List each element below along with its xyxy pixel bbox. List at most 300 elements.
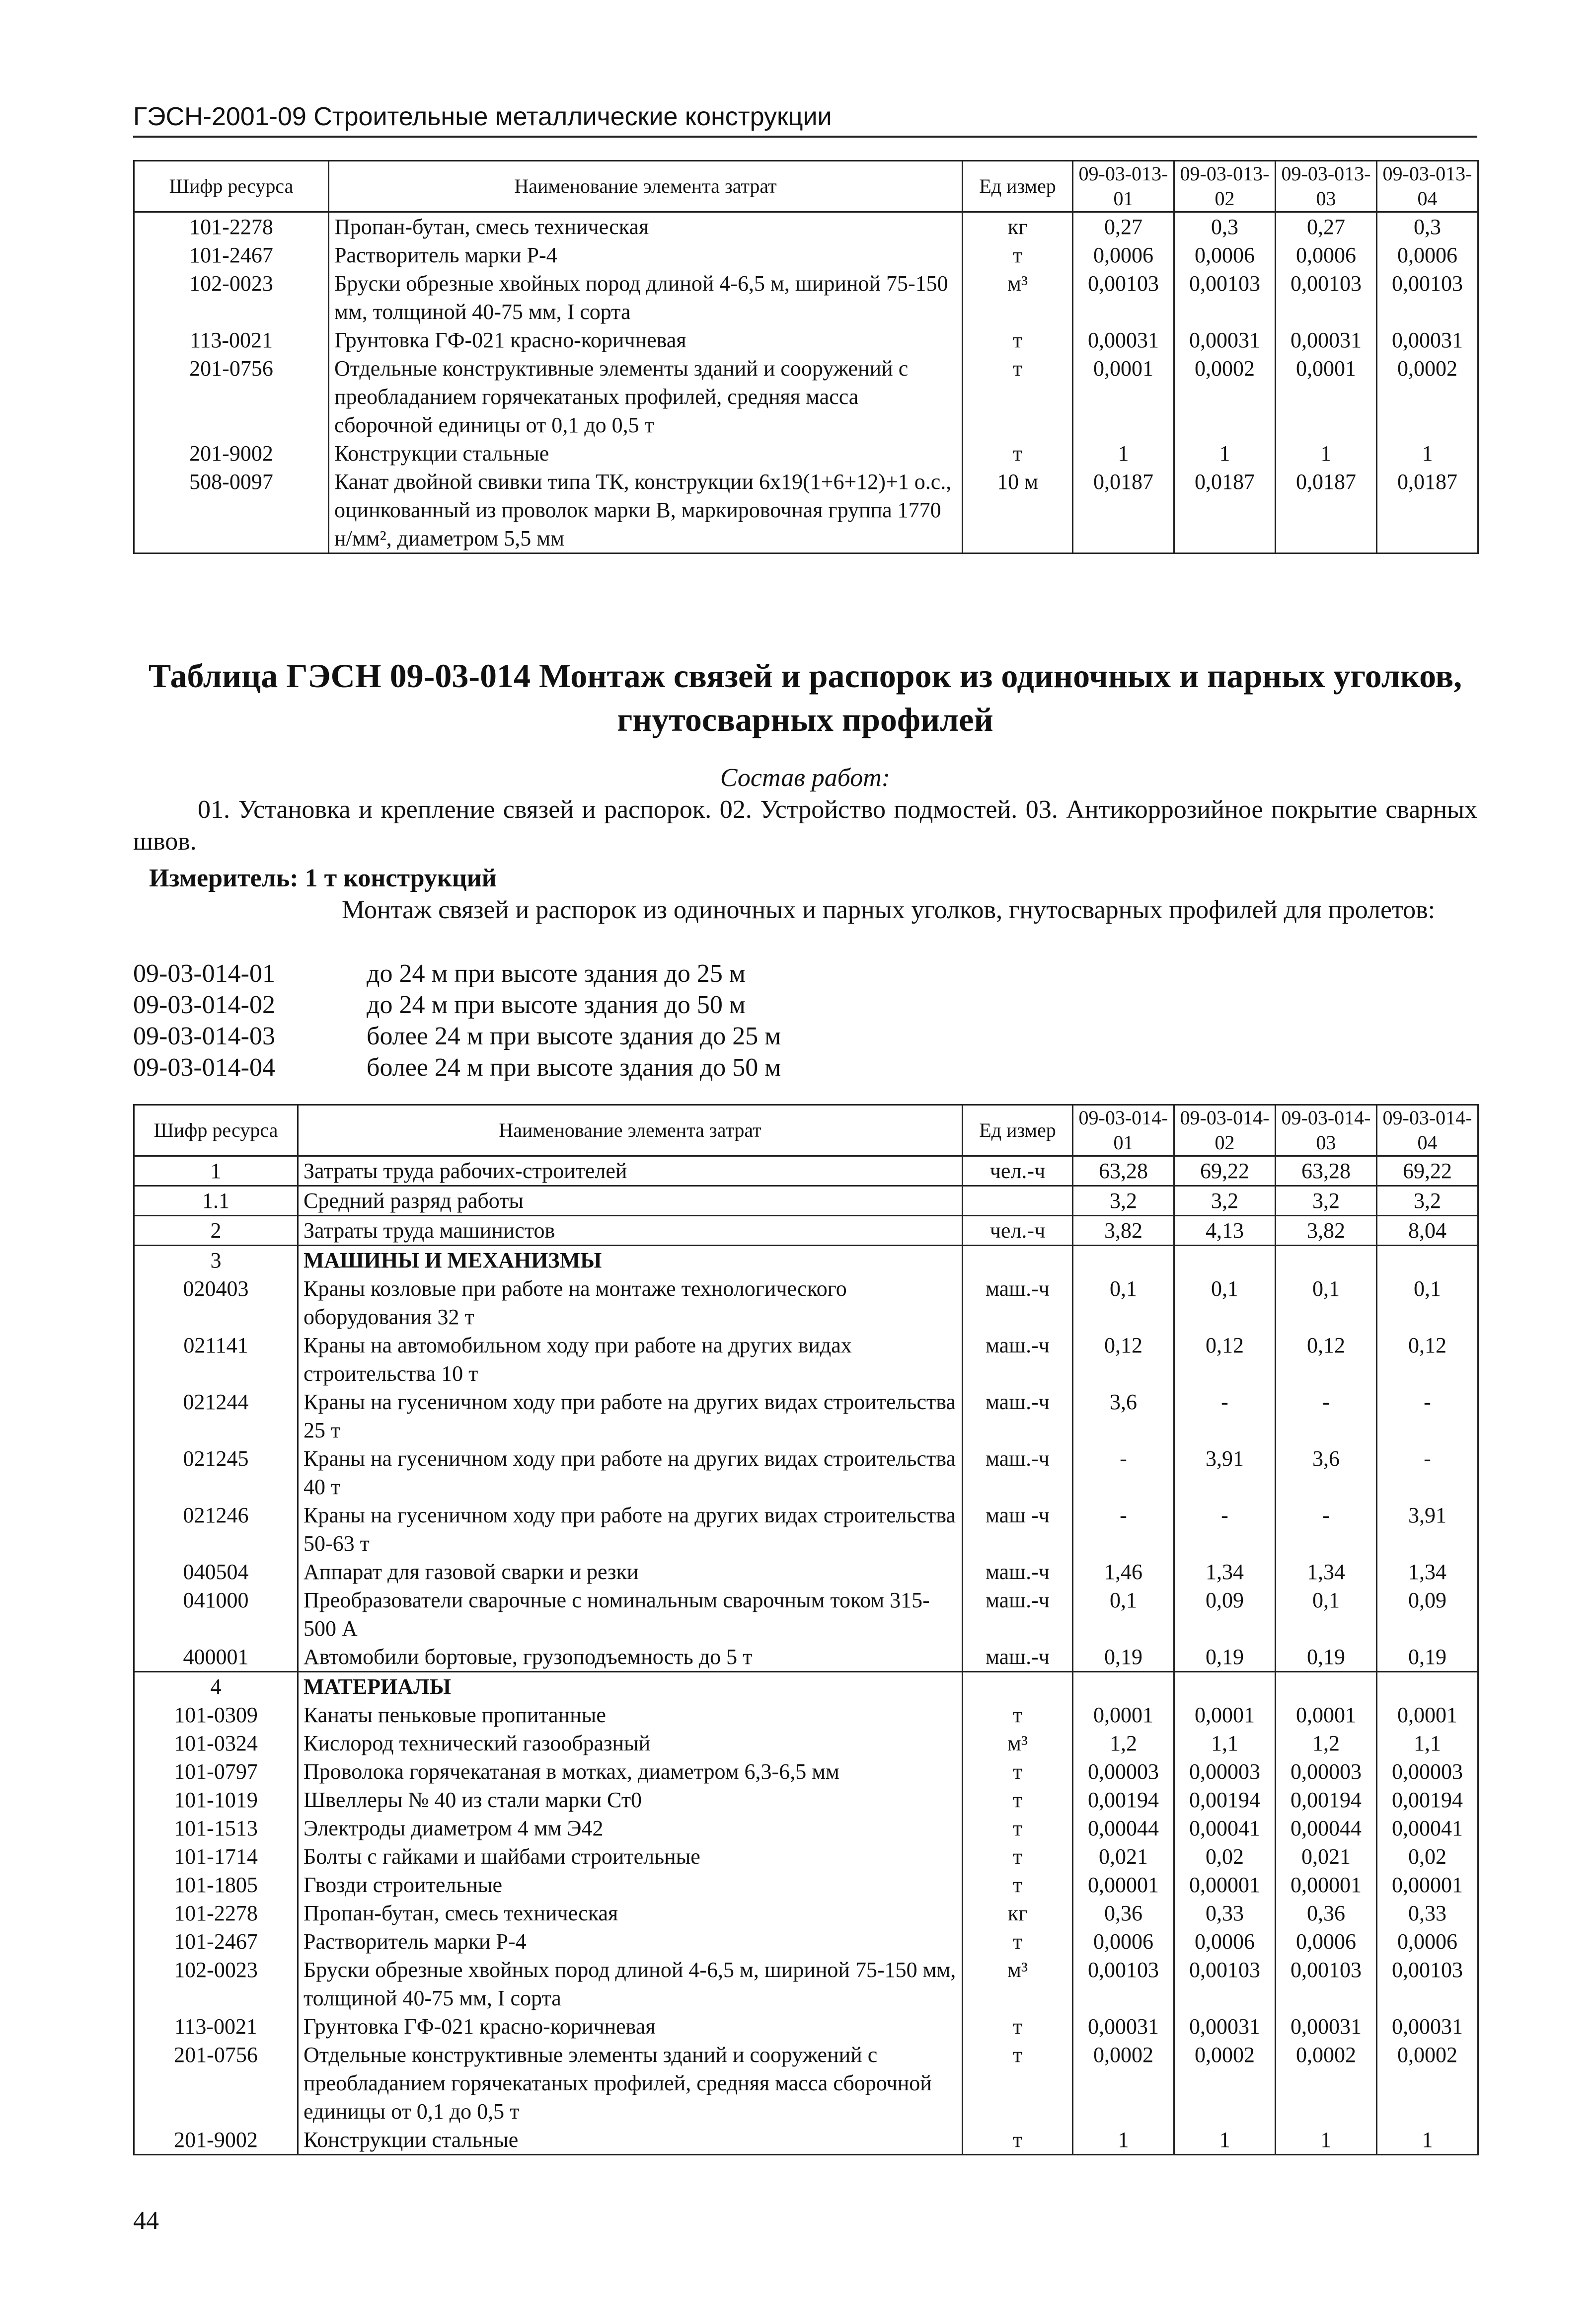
variant-value: 0,00001 xyxy=(1276,1871,1377,1899)
variant-item xyxy=(133,1021,781,1052)
cost-element-name: Аппарат для газовой сварки и резки xyxy=(298,1558,963,1586)
unit-of-measure: чел.-ч xyxy=(963,1156,1073,1186)
table-header-row xyxy=(134,161,1478,212)
page-number: 44 xyxy=(133,2207,159,2235)
resource-code: 101-1805 xyxy=(134,1871,298,1899)
variant-value: 4,13 xyxy=(1174,1216,1276,1246)
cost-element-name: Болты с гайками и шайбами строительные xyxy=(298,1842,963,1871)
variant-value: 0,00031 xyxy=(1174,326,1276,354)
variant-value: 1,1 xyxy=(1174,1729,1276,1757)
resource-code: 201-0756 xyxy=(134,2041,298,2126)
variant-value: 8,04 xyxy=(1377,1216,1478,1246)
cost-element-name: Грунтовка ГФ-021 красно-коричневая xyxy=(329,326,963,354)
variant-value: 1,34 xyxy=(1276,1558,1377,1586)
variant-value: 0,00044 xyxy=(1073,1814,1174,1842)
unit-of-measure: маш.-ч xyxy=(963,1331,1073,1388)
unit-of-measure: маш.-ч xyxy=(963,1586,1073,1643)
variant-value: 0,00001 xyxy=(1073,1871,1174,1899)
variant-item xyxy=(133,958,781,989)
unit-of-measure: м³ xyxy=(963,1956,1073,2012)
variant-value: 0,00044 xyxy=(1276,1814,1377,1842)
resource-code: 041000 xyxy=(134,1586,298,1643)
variant-value: 0,3 xyxy=(1377,212,1478,241)
resource-code: 201-9002 xyxy=(134,439,329,468)
unit-of-measure xyxy=(963,1186,1073,1216)
table-row xyxy=(134,468,1478,554)
variant-value: 0,19 xyxy=(1174,1643,1276,1672)
table-row xyxy=(134,1786,1478,1814)
cost-element-name: Электроды диаметром 4 мм Э42 xyxy=(298,1814,963,1842)
col-head-code: Шифр ресурса xyxy=(134,1105,298,1156)
table-header-row xyxy=(134,1105,1478,1156)
table-row xyxy=(134,1586,1478,1643)
variant-value: 0,0006 xyxy=(1174,241,1276,269)
variant-value: 0,27 xyxy=(1276,212,1377,241)
cost-element-name: Краны на гусеничном ходу при работе на других видах строительства 50-63 т xyxy=(298,1501,963,1558)
cost-element-name: Отдельные конструктивные элементы зданий и сооружений с преобладанием горячекатаных профилей, средняя масса сборочной единицы от 0,1 до 0,5 т xyxy=(329,354,963,439)
variant-value: 0,0187 xyxy=(1276,468,1377,554)
variant-value: 0,00003 xyxy=(1174,1757,1276,1786)
resource-code: 101-2278 xyxy=(134,1899,298,1927)
cost-element-name: Канат двойной свивки типа ТК, конструкции 6х19(1+6+12)+1 о.с., оцинкованный из проволок марки В, маркировочная группа 1770 н/мм², диаметром 5,5 мм xyxy=(329,468,963,554)
variant-value: 0,00001 xyxy=(1174,1871,1276,1899)
cost-element-name: Пропан-бутан, смесь техническая xyxy=(329,212,963,241)
table-row xyxy=(134,1757,1478,1786)
variant-value: 1,46 xyxy=(1073,1558,1174,1586)
variant-value: 0,33 xyxy=(1377,1899,1478,1927)
variant-value: 1 xyxy=(1174,439,1276,468)
table-row xyxy=(134,1156,1478,1186)
col-head-name: Наименование элемента затрат xyxy=(298,1105,963,1156)
variant-value: 0,00103 xyxy=(1174,269,1276,326)
cost-element-name: Пропан-бутан, смесь техническая xyxy=(298,1899,963,1927)
variant-value: 69,22 xyxy=(1174,1156,1276,1186)
resource-code: 101-1019 xyxy=(134,1786,298,1814)
unit-of-measure xyxy=(963,1246,1073,1275)
cost-element-name: Растворитель марки Р-4 xyxy=(329,241,963,269)
table-row xyxy=(134,2012,1478,2041)
resource-code: 101-2467 xyxy=(134,241,329,269)
col-head-variant: 09-03-014-01 xyxy=(1073,1105,1174,1156)
variant-value xyxy=(1174,1246,1276,1275)
variant-value: 69,22 xyxy=(1377,1156,1478,1186)
resource-code: 400001 xyxy=(134,1643,298,1672)
variant-value: 0,0001 xyxy=(1174,1701,1276,1729)
cost-element-name: Бруски обрезные хвойных пород длиной 4-6,5 м, шириной 75-150 мм, толщиной 40-75 мм, I сорта xyxy=(329,269,963,326)
variant-value: 0,1 xyxy=(1073,1586,1174,1643)
resource-code: 201-0756 xyxy=(134,354,329,439)
variant-value: - xyxy=(1073,1501,1174,1558)
variant-value: 0,19 xyxy=(1276,1643,1377,1672)
variant-value: - xyxy=(1073,1444,1174,1501)
variant-value: 0,00103 xyxy=(1073,1956,1174,2012)
variant-code: 09-03-014-02 xyxy=(133,991,275,1019)
variant-value: 0,00103 xyxy=(1377,269,1478,326)
variant-value: 0,00103 xyxy=(1377,1956,1478,2012)
variant-value: 3,6 xyxy=(1073,1388,1174,1444)
resource-code: 040504 xyxy=(134,1558,298,1586)
unit-of-measure: маш.-ч xyxy=(963,1274,1073,1331)
variant-value: 0,00031 xyxy=(1174,2012,1276,2041)
table-row xyxy=(134,2126,1478,2155)
resource-code: 3 xyxy=(134,1246,298,1275)
variant-value: 0,0006 xyxy=(1073,241,1174,269)
variant-value: 0,19 xyxy=(1377,1643,1478,1672)
cost-element-name: Швеллеры № 40 из стали марки Ст0 xyxy=(298,1786,963,1814)
variant-value: 0,02 xyxy=(1377,1842,1478,1871)
resource-table-09-03-014 xyxy=(133,1104,1479,2155)
variant-value: 0,0006 xyxy=(1073,1927,1174,1956)
variant-value: 63,28 xyxy=(1276,1156,1377,1186)
unit-of-measure: т xyxy=(963,1701,1073,1729)
variant-value: 0,12 xyxy=(1073,1331,1174,1388)
cost-element-name: Средний разряд работы xyxy=(298,1186,963,1216)
variant-value: 1 xyxy=(1073,439,1174,468)
unit-of-measure: т xyxy=(963,1927,1073,1956)
variant-text: до 24 м при высоте здания до 25 м xyxy=(367,959,746,988)
table-row xyxy=(134,1871,1478,1899)
variant-value: 0,3 xyxy=(1174,212,1276,241)
variant-value: 0,0002 xyxy=(1174,354,1276,439)
variant-value: 0,00194 xyxy=(1377,1786,1478,1814)
variant-value: 1 xyxy=(1174,2126,1276,2155)
unit-of-measure: т xyxy=(963,326,1073,354)
variant-value: 0,1 xyxy=(1073,1274,1174,1331)
variant-value: 1,2 xyxy=(1276,1729,1377,1757)
variant-value: 0,36 xyxy=(1073,1899,1174,1927)
variant-code: 09-03-014-01 xyxy=(133,959,275,988)
variant-value: 3,82 xyxy=(1276,1216,1377,1246)
variant-value: 0,0006 xyxy=(1276,241,1377,269)
variant-value: 0,0006 xyxy=(1276,1927,1377,1956)
unit-of-measure: т xyxy=(963,439,1073,468)
variant-value: 3,2 xyxy=(1174,1186,1276,1216)
cost-element-name: МАТЕРИАЛЫ xyxy=(298,1672,963,1701)
variant-value: 3,82 xyxy=(1073,1216,1174,1246)
table-row xyxy=(134,1814,1478,1842)
variant-value: 0,0006 xyxy=(1377,241,1478,269)
resource-code: 021246 xyxy=(134,1501,298,1558)
table-row xyxy=(134,1388,1478,1444)
resource-code: 1 xyxy=(134,1156,298,1186)
variant-value: 0,00003 xyxy=(1073,1757,1174,1786)
col-head-variant: 09-03-014-02 xyxy=(1174,1105,1276,1156)
unit-of-measure: м³ xyxy=(963,1729,1073,1757)
unit-of-measure: маш -ч xyxy=(963,1501,1073,1558)
variant-value: 63,28 xyxy=(1073,1156,1174,1186)
variant-value: 0,00103 xyxy=(1276,1956,1377,2012)
variant-value: 0,0001 xyxy=(1377,1701,1478,1729)
unit-of-measure: т xyxy=(963,2012,1073,2041)
variant-value: 1 xyxy=(1377,2126,1478,2155)
variant-value: 0,021 xyxy=(1276,1842,1377,1871)
variant-value: 3,2 xyxy=(1276,1186,1377,1216)
variant-value: 0,33 xyxy=(1174,1899,1276,1927)
variant-value: 0,00001 xyxy=(1377,1871,1478,1899)
table-row xyxy=(134,2041,1478,2126)
unit-of-measure: чел.-ч xyxy=(963,1216,1073,1246)
variant-value: 0,36 xyxy=(1276,1899,1377,1927)
col-head-code: Шифр ресурса xyxy=(134,161,329,212)
resource-code: 021244 xyxy=(134,1388,298,1444)
variant-value xyxy=(1073,1672,1174,1701)
table-row xyxy=(134,1842,1478,1871)
variant-value: 0,0002 xyxy=(1073,2041,1174,2126)
variant-value: 0,00041 xyxy=(1174,1814,1276,1842)
table-row xyxy=(134,1701,1478,1729)
variant-value: - xyxy=(1174,1388,1276,1444)
resource-code: 2 xyxy=(134,1216,298,1246)
table-title: Таблица ГЭСН 09-03-014 Монтаж связей и распорок из одиночных и парных уголков, гнутосварных профилей xyxy=(148,657,1462,738)
cost-element-name: Кислород технический газообразный xyxy=(298,1729,963,1757)
cost-element-name: Преобразователи сварочные с номинальным сварочным током 315-500 А xyxy=(298,1586,963,1643)
resource-table-09-03-013 xyxy=(133,160,1479,554)
unit-of-measure: маш.-ч xyxy=(963,1643,1073,1672)
variant-value: 0,00103 xyxy=(1073,269,1174,326)
resource-code: 113-0021 xyxy=(134,2012,298,2041)
col-head-name: Наименование элемента затрат xyxy=(329,161,963,212)
cost-element-name: Гвозди строительные xyxy=(298,1871,963,1899)
variant-value: - xyxy=(1377,1388,1478,1444)
variant-value: 0,0001 xyxy=(1276,354,1377,439)
variant-value: - xyxy=(1276,1501,1377,1558)
variant-value xyxy=(1073,1246,1174,1275)
variant-value: 0,00003 xyxy=(1377,1757,1478,1786)
table-row xyxy=(134,1444,1478,1501)
variant-value: 0,00031 xyxy=(1073,326,1174,354)
variant-value: 0,00194 xyxy=(1174,1786,1276,1814)
variant-value: 3,91 xyxy=(1174,1444,1276,1501)
variant-value: 0,1 xyxy=(1276,1274,1377,1331)
variant-value: 0,09 xyxy=(1174,1586,1276,1643)
resource-code: 020403 xyxy=(134,1274,298,1331)
resource-code: 102-0023 xyxy=(134,1956,298,2012)
cost-element-name: Конструкции стальные xyxy=(329,439,963,468)
variant-value: 0,021 xyxy=(1073,1842,1174,1871)
variant-value: 0,0187 xyxy=(1377,468,1478,554)
variant-value: 0,00103 xyxy=(1174,1956,1276,2012)
cost-element-name: Затраты труда машинистов xyxy=(298,1216,963,1246)
unit-of-measure: т xyxy=(963,241,1073,269)
resource-code: 101-0797 xyxy=(134,1757,298,1786)
unit-of-measure: т xyxy=(963,1757,1073,1786)
variant-list xyxy=(133,958,781,1083)
unit-of-measure: т xyxy=(963,2126,1073,2155)
resource-code: 508-0097 xyxy=(134,468,329,554)
col-head-unit: Ед измер xyxy=(963,161,1073,212)
variant-value xyxy=(1174,1672,1276,1701)
col-head-variant: 09-03-013-04 xyxy=(1377,161,1478,212)
table-row xyxy=(134,1672,1478,1701)
resource-code: 113-0021 xyxy=(134,326,329,354)
variant-value: 0,00003 xyxy=(1276,1757,1377,1786)
table-row xyxy=(134,269,1478,326)
variant-value: 0,00031 xyxy=(1377,326,1478,354)
unit-of-measure: 10 м xyxy=(963,468,1073,554)
resource-code: 4 xyxy=(134,1672,298,1701)
col-head-variant: 09-03-013-01 xyxy=(1073,161,1174,212)
variant-text: более 24 м при высоте здания до 25 м xyxy=(367,1022,781,1050)
unit-of-measure: т xyxy=(963,354,1073,439)
cost-element-name: Бруски обрезные хвойных пород длиной 4-6,5 м, шириной 75-150 мм, толщиной 40-75 мм, I сорта xyxy=(298,1956,963,2012)
variant-value: 0,1 xyxy=(1174,1274,1276,1331)
variant-item xyxy=(133,1052,781,1083)
variant-value: 0,00194 xyxy=(1073,1786,1174,1814)
cost-element-name: Канаты пеньковые пропитанные xyxy=(298,1701,963,1729)
variant-value: 0,0001 xyxy=(1276,1701,1377,1729)
resource-code: 021141 xyxy=(134,1331,298,1388)
unit-of-measure: кг xyxy=(963,212,1073,241)
unit-of-measure: т xyxy=(963,1814,1073,1842)
cost-element-name: Проволока горячекатаная в мотках, диаметром 6,3-6,5 мм xyxy=(298,1757,963,1786)
col-head-variant: 09-03-014-04 xyxy=(1377,1105,1478,1156)
variant-value: 0,00103 xyxy=(1276,269,1377,326)
table-row xyxy=(134,1331,1478,1388)
cost-element-name: Краны на гусеничном ходу при работе на других видах строительства 40 т xyxy=(298,1444,963,1501)
unit-of-measure: маш.-ч xyxy=(963,1558,1073,1586)
unit-of-measure: м³ xyxy=(963,269,1073,326)
variant-value: 0,1 xyxy=(1377,1274,1478,1331)
table-row xyxy=(134,1899,1478,1927)
unit-of-measure: маш.-ч xyxy=(963,1444,1073,1501)
table-row xyxy=(134,241,1478,269)
composition-label: Состав работ: xyxy=(720,764,891,792)
cost-element-name: Отдельные конструктивные элементы зданий и сооружений с преобладанием горячекатаных профилей, средняя масса сборочной единицы от 0,1 до 0,5 т xyxy=(298,2041,963,2126)
table-row xyxy=(134,1558,1478,1586)
variant-value: 0,00031 xyxy=(1276,2012,1377,2041)
work-description: Монтаж связей и распорок из одиночных и парных уголков, гнутосварных профилей для пролетов: xyxy=(342,896,1436,924)
unit-of-measure: т xyxy=(963,2041,1073,2126)
resource-code: 201-9002 xyxy=(134,2126,298,2155)
variant-value: - xyxy=(1174,1501,1276,1558)
variant-value: 3,91 xyxy=(1377,1501,1478,1558)
variant-value: 0,27 xyxy=(1073,212,1174,241)
variant-value: 0,0006 xyxy=(1377,1927,1478,1956)
variant-value: 0,00041 xyxy=(1377,1814,1478,1842)
variant-value xyxy=(1377,1246,1478,1275)
variant-value: 0,12 xyxy=(1377,1331,1478,1388)
cost-element-name: Грунтовка ГФ-021 красно-коричневая xyxy=(298,2012,963,2041)
running-header: ГЭСН-2001-09 Строительные металлические конструкции xyxy=(133,102,1477,138)
variant-value: 0,0187 xyxy=(1174,468,1276,554)
table-row xyxy=(134,439,1478,468)
measure-unit: Измеритель: 1 т конструкций xyxy=(149,864,497,892)
resource-code: 101-0309 xyxy=(134,1701,298,1729)
variant-value: 1 xyxy=(1276,2126,1377,2155)
unit-of-measure: маш.-ч xyxy=(963,1388,1073,1444)
variant-value: 1 xyxy=(1276,439,1377,468)
col-head-unit: Ед измер xyxy=(963,1105,1073,1156)
unit-of-measure xyxy=(963,1672,1073,1701)
variant-value: 0,0002 xyxy=(1276,2041,1377,2126)
resource-code: 101-0324 xyxy=(134,1729,298,1757)
unit-of-measure: т xyxy=(963,1786,1073,1814)
unit-of-measure: кг xyxy=(963,1899,1073,1927)
unit-of-measure: т xyxy=(963,1871,1073,1899)
variant-text: до 24 м при высоте здания до 50 м xyxy=(367,991,746,1019)
cost-element-name: Растворитель марки Р-4 xyxy=(298,1927,963,1956)
variant-value: 1,34 xyxy=(1377,1558,1478,1586)
variant-value: 3,2 xyxy=(1377,1186,1478,1216)
cost-element-name: Краны козловые при работе на монтаже технологического оборудования 32 т xyxy=(298,1274,963,1331)
cost-element-name: Автомобили бортовые, грузоподъемность до 5 т xyxy=(298,1643,963,1672)
variant-value: 1 xyxy=(1073,2126,1174,2155)
variant-value: 0,0002 xyxy=(1377,2041,1478,2126)
variant-value: 0,0002 xyxy=(1174,2041,1276,2126)
variant-value: 0,00031 xyxy=(1377,2012,1478,2041)
variant-value: 0,09 xyxy=(1377,1586,1478,1643)
table-row xyxy=(134,1927,1478,1956)
table-row xyxy=(134,1956,1478,2012)
table-row xyxy=(134,1501,1478,1558)
variant-code: 09-03-014-03 xyxy=(133,1022,275,1050)
variant-value: 0,00031 xyxy=(1276,326,1377,354)
variant-text: более 24 м при высоте здания до 50 м xyxy=(367,1053,781,1082)
variant-value: 0,0001 xyxy=(1073,1701,1174,1729)
variant-value: 1,2 xyxy=(1073,1729,1174,1757)
variant-value: 0,1 xyxy=(1276,1586,1377,1643)
table-row xyxy=(134,1186,1478,1216)
cost-element-name: Затраты труда рабочих-строителей xyxy=(298,1156,963,1186)
variant-value: 0,0006 xyxy=(1174,1927,1276,1956)
variant-item xyxy=(133,989,781,1021)
table-row xyxy=(134,212,1478,241)
variant-value xyxy=(1276,1246,1377,1275)
variant-value: 0,19 xyxy=(1073,1643,1174,1672)
variant-value: 1,1 xyxy=(1377,1729,1478,1757)
cost-element-name: Конструкции стальные xyxy=(298,2126,963,2155)
resource-code: 101-1513 xyxy=(134,1814,298,1842)
table-row xyxy=(134,1246,1478,1275)
resource-code: 1.1 xyxy=(134,1186,298,1216)
variant-value: 0,00031 xyxy=(1073,2012,1174,2041)
resource-code: 102-0023 xyxy=(134,269,329,326)
resource-code: 021245 xyxy=(134,1444,298,1501)
variant-value xyxy=(1276,1672,1377,1701)
col-head-variant: 09-03-013-03 xyxy=(1276,161,1377,212)
variant-value: 0,02 xyxy=(1174,1842,1276,1871)
col-head-variant: 09-03-013-02 xyxy=(1174,161,1276,212)
table-row xyxy=(134,1274,1478,1331)
variant-value: 0,12 xyxy=(1276,1331,1377,1388)
table-row xyxy=(134,354,1478,439)
cost-element-name: Краны на гусеничном ходу при работе на других видах строительства 25 т xyxy=(298,1388,963,1444)
col-head-variant: 09-03-014-03 xyxy=(1276,1105,1377,1156)
variant-value: - xyxy=(1276,1388,1377,1444)
unit-of-measure: т xyxy=(963,1842,1073,1871)
variant-value: 0,0001 xyxy=(1073,354,1174,439)
cost-element-name: МАШИНЫ И МЕХАНИЗМЫ xyxy=(298,1246,963,1275)
resource-code: 101-2278 xyxy=(134,212,329,241)
table-row xyxy=(134,1216,1478,1246)
variant-value: 0,0002 xyxy=(1377,354,1478,439)
variant-value: 1,34 xyxy=(1174,1558,1276,1586)
table-row xyxy=(134,1729,1478,1757)
resource-code: 101-2467 xyxy=(134,1927,298,1956)
composition-text: 01. Установка и крепление связей и распорок. 02. Устройство подмостей. 03. Антикоррозийное покрытие сварных швов. xyxy=(133,795,1477,856)
variant-value: 0,12 xyxy=(1174,1331,1276,1388)
variant-value: 0,00194 xyxy=(1276,1786,1377,1814)
variant-value: - xyxy=(1377,1444,1478,1501)
variant-code: 09-03-014-04 xyxy=(133,1053,275,1082)
resource-code: 101-1714 xyxy=(134,1842,298,1871)
variant-value: 0,0187 xyxy=(1073,468,1174,554)
variant-value: 1 xyxy=(1377,439,1478,468)
cost-element-name: Краны на автомобильном ходу при работе на других видах строительства 10 т xyxy=(298,1331,963,1388)
variant-value xyxy=(1377,1672,1478,1701)
table-row xyxy=(134,326,1478,354)
table-row xyxy=(134,1643,1478,1672)
